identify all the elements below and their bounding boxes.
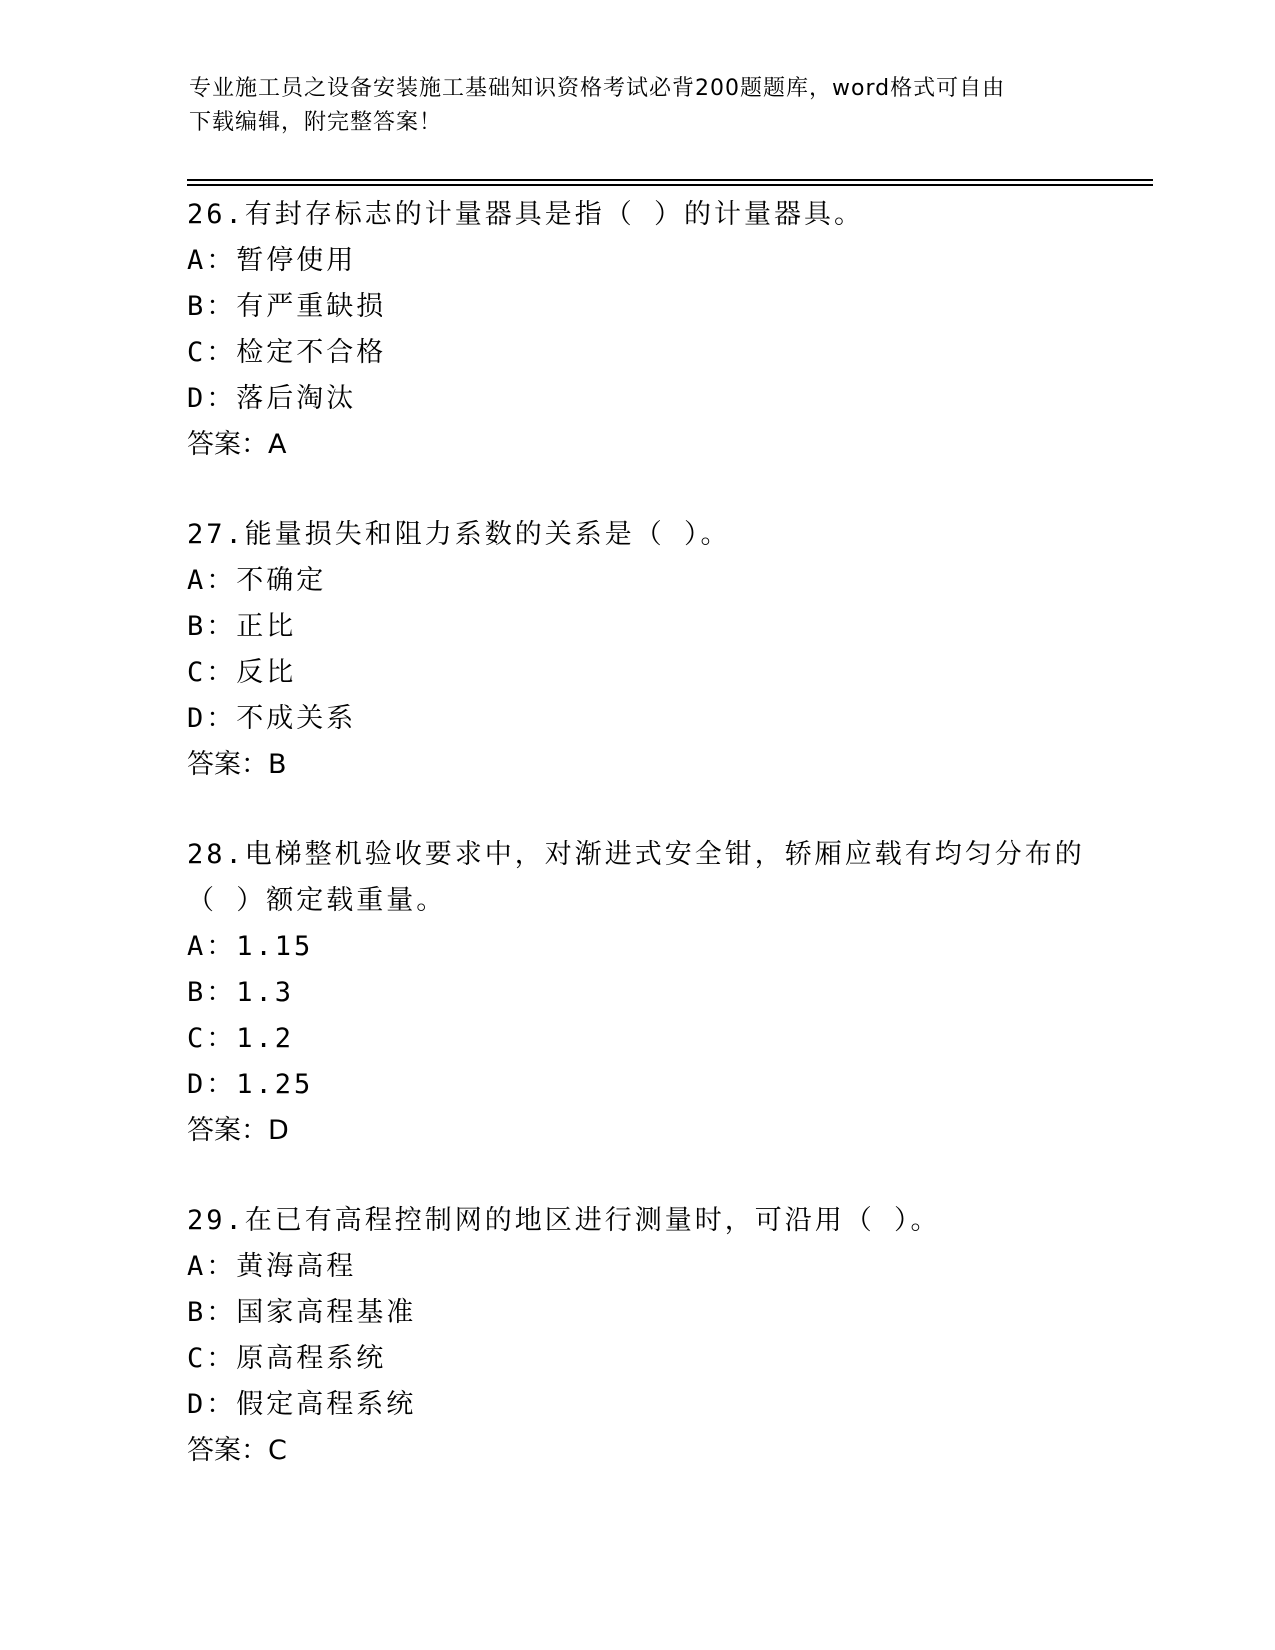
answer-line: 答案：B: [187, 749, 287, 780]
option-b: B：1.3: [187, 977, 295, 1008]
answer-line: 答案：A: [187, 429, 287, 460]
question-29: [187, 1198, 1087, 1474]
option-a: A：暂停使用: [187, 245, 357, 276]
option-d: D：落后淘汰: [187, 383, 357, 414]
option-a: A：黄海高程: [187, 1251, 357, 1282]
answer-line: 答案：D: [187, 1115, 289, 1146]
option-b: B：国家高程基准: [187, 1297, 417, 1328]
question-28: [187, 832, 1087, 1154]
question-stem: 27.能量损失和阻力系数的关系是（ ）。: [187, 519, 731, 550]
question-stem: 28.电梯整机验收要求中，对渐进式安全钳，轿厢应载有均匀分布的（ ）额定载重量。: [187, 839, 1085, 916]
header-line-1: 专业施工员之设备安装施工基础知识资格考试必背200题题库，word格式可自由: [189, 76, 1006, 101]
option-d: D：假定高程系统: [187, 1389, 417, 1420]
option-b: B：正比: [187, 611, 297, 642]
option-d: D：不成关系: [187, 703, 357, 734]
option-c: C：1.2: [187, 1023, 295, 1054]
option-c: C：检定不合格: [187, 337, 387, 368]
option-c: C：反比: [187, 657, 297, 688]
header-line-2: 下载编辑，附完整答案！: [189, 110, 443, 135]
question-26: [187, 192, 1087, 468]
question-list: [187, 192, 1087, 1518]
option-a: A：1.15: [187, 931, 314, 962]
option-b: B：有严重缺损: [187, 291, 387, 322]
header-divider-top: [187, 179, 1153, 181]
option-a: A：不确定: [187, 565, 327, 596]
option-d: D：1.25: [187, 1069, 314, 1100]
header-divider-bottom: [187, 184, 1153, 186]
option-c: C：原高程系统: [187, 1343, 387, 1374]
question-stem: 26.有封存标志的计量器具是指（ ）的计量器具。: [187, 199, 865, 230]
answer-line: 答案：C: [187, 1435, 287, 1466]
question-stem: 29.在已有高程控制网的地区进行测量时，可沿用（ ）。: [187, 1205, 941, 1236]
question-27: [187, 512, 1087, 788]
document-header: [189, 72, 1089, 140]
